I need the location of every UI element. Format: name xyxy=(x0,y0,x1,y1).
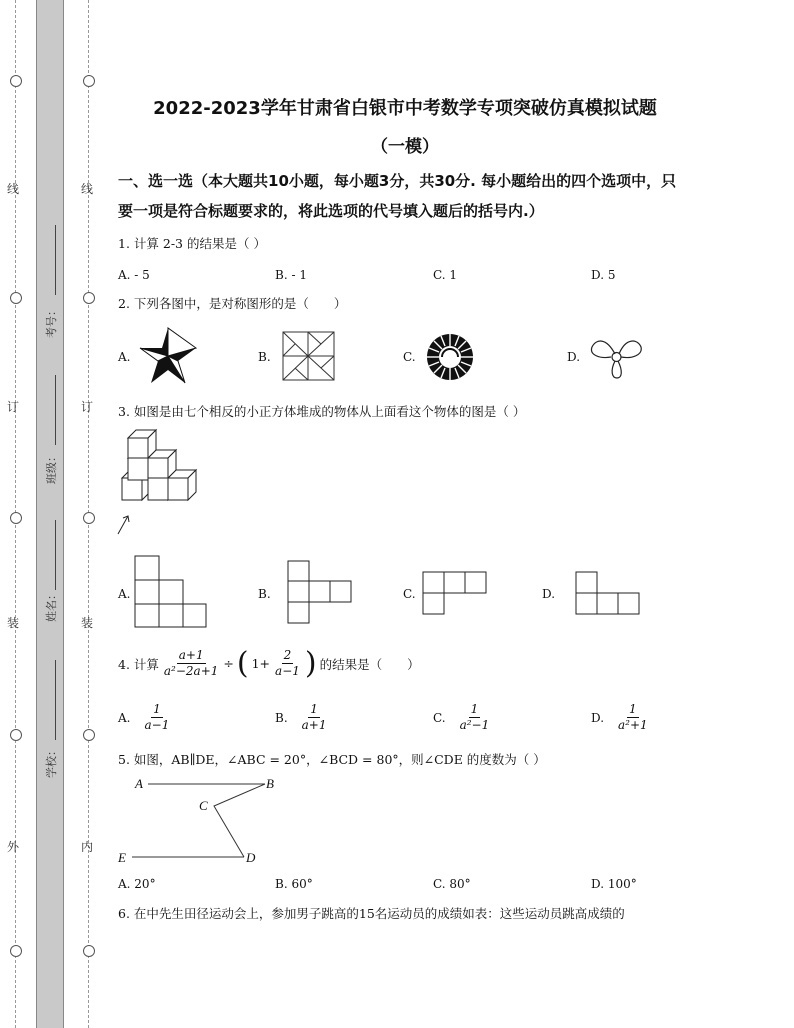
inner-char: 装 xyxy=(81,616,94,630)
q1-option-d[interactable]: D. 5 xyxy=(591,268,616,282)
q1-option-a[interactable]: A. - 5 xyxy=(118,268,150,282)
question-1-stem: 1. 计算 2-3 的结果是（ ） xyxy=(118,236,266,251)
q4-suffix: 的结果是（ ） xyxy=(319,656,420,672)
q5-option-d[interactable]: D. 100° xyxy=(591,877,637,891)
fraction-den: a+1 xyxy=(301,718,327,732)
point-label-b: B xyxy=(266,776,274,791)
fraction-den: a²+1 xyxy=(618,718,648,732)
q3-option-d[interactable]: D. xyxy=(542,587,556,601)
school-line[interactable] xyxy=(55,660,56,740)
exam-number-line[interactable] xyxy=(55,225,56,295)
section-heading: 一、选一选（本大题共10小题，每小题3分，共30分. 每小题给出的四个选项中，只要一项是符合标题要求的，将此选项的代号填入题后的括号内.） xyxy=(118,172,677,220)
exam-number-label: 考号： xyxy=(45,305,58,338)
fraction-num: 1 xyxy=(310,702,318,716)
name-label: 姓名： xyxy=(45,589,58,622)
point-label-d: D xyxy=(246,850,256,865)
q4-option-d-fraction xyxy=(616,702,650,733)
question-4-stem xyxy=(118,645,420,681)
q4-one-plus: 1+ xyxy=(251,656,271,671)
binding-hole xyxy=(83,729,95,741)
q4-fraction-1-num: a+1 xyxy=(178,648,204,662)
q4-open-paren: ( xyxy=(236,645,249,681)
q4-close-paren: ) xyxy=(304,645,317,681)
q4-option-c-fraction xyxy=(458,702,492,733)
question-6-stem: 6. 在中先生田径运动会上，参加男子跳高的15名运动员的成绩如表：这些运动员跳高成绩的 xyxy=(118,906,625,921)
binding-strip xyxy=(36,0,64,1028)
q4-option-a[interactable] xyxy=(118,702,171,733)
q3-option-b[interactable]: B. xyxy=(258,587,271,601)
question-3-stem: 3. 如图是由七个相反的小正方体堆成的物体从上面看这个物体的图是（ ） xyxy=(118,404,526,419)
sunburst-icon xyxy=(425,332,475,382)
school-label: 学校： xyxy=(45,745,58,778)
q4-option-c[interactable] xyxy=(433,702,491,733)
binding-hole xyxy=(83,945,95,957)
q3-view-c-figure xyxy=(422,571,488,615)
q2-option-a[interactable]: A. xyxy=(118,350,131,364)
binding-hole xyxy=(10,292,22,304)
class-label: 班级： xyxy=(45,451,58,484)
q4-option-b-fraction xyxy=(300,702,329,733)
q2-option-b[interactable]: B. xyxy=(258,350,271,364)
q4-option-b-label: B. xyxy=(275,710,288,725)
class-line[interactable] xyxy=(55,375,56,445)
parallel-lines-figure xyxy=(115,772,285,872)
q4-fraction-1-den: a²−2a+1 xyxy=(163,664,219,678)
binding-hole xyxy=(83,75,95,87)
q1-option-b[interactable]: B. - 1 xyxy=(275,268,307,282)
inner-char: 内 xyxy=(81,840,94,854)
q4-fraction-1 xyxy=(162,648,221,679)
q2-option-d[interactable]: D. xyxy=(567,350,581,364)
question-5-stem: 5. 如图，AB∥DE，∠ABC = 20°，∠BCD = 80°，则∠CDE 的度数为（ ） xyxy=(118,752,546,767)
fraction-num: 1 xyxy=(470,702,479,716)
page-subtitle: （一模） xyxy=(371,137,439,157)
name-line[interactable] xyxy=(55,520,56,590)
q3-view-d-figure xyxy=(575,571,641,615)
q4-option-a-label: A. xyxy=(118,710,131,725)
q4-divide-sign: ÷ xyxy=(223,656,234,671)
q3-view-b-figure xyxy=(287,560,353,624)
outer-char: 外 xyxy=(7,840,20,854)
q2-option-c[interactable]: C. xyxy=(403,350,416,364)
inner-char: 订 xyxy=(81,400,94,414)
q4-prefix: 4. 计算 xyxy=(118,656,159,672)
q4-option-d[interactable] xyxy=(591,702,650,733)
outer-char: 装 xyxy=(7,616,20,630)
q1-option-c[interactable]: C. 1 xyxy=(433,268,458,282)
outer-char: 订 xyxy=(7,400,20,414)
outer-char: 线 xyxy=(7,182,20,196)
binding-hole xyxy=(83,512,95,524)
question-2-stem: 2. 下列各图中，是对称图形的是（ ） xyxy=(118,296,347,311)
fraction-den: a²−1 xyxy=(459,718,490,732)
page-title: 2022-2023学年甘肃省白银市中考数学专项突破仿真模拟试题 xyxy=(153,98,657,119)
point-label-c: C xyxy=(199,798,208,813)
cube-stack-figure xyxy=(114,428,204,540)
q4-option-c-label: C. xyxy=(433,710,446,725)
q4-fraction-2 xyxy=(273,648,302,679)
q4-option-b[interactable] xyxy=(275,702,328,733)
fraction-num: 1 xyxy=(629,702,637,716)
q4-option-d-label: D. xyxy=(591,710,605,725)
binding-hole xyxy=(83,292,95,304)
q5-option-a[interactable]: A. 20° xyxy=(118,877,156,891)
q4-fraction-2-den: a−1 xyxy=(275,664,300,678)
point-label-a: A xyxy=(135,776,143,791)
binding-hole xyxy=(10,75,22,87)
q5-option-b[interactable]: B. 60° xyxy=(275,877,313,891)
fraction-num: 1 xyxy=(153,702,161,716)
binding-hole xyxy=(10,512,22,524)
q3-option-c[interactable]: C. xyxy=(403,587,416,601)
fraction-den: a−1 xyxy=(144,718,170,732)
inner-char: 线 xyxy=(81,182,94,196)
point-label-e: E xyxy=(118,850,126,865)
q3-option-a[interactable]: A. xyxy=(118,587,131,601)
q5-option-c[interactable]: C. 80° xyxy=(433,877,471,891)
binding-hole xyxy=(10,729,22,741)
fan-icon xyxy=(588,333,644,379)
star-icon xyxy=(138,326,198,386)
pinwheel-icon xyxy=(281,330,336,382)
q3-view-a-figure xyxy=(134,555,208,629)
q4-fraction-2-num: 2 xyxy=(283,648,292,662)
q4-option-a-fraction xyxy=(142,702,171,733)
binding-hole xyxy=(10,945,22,957)
